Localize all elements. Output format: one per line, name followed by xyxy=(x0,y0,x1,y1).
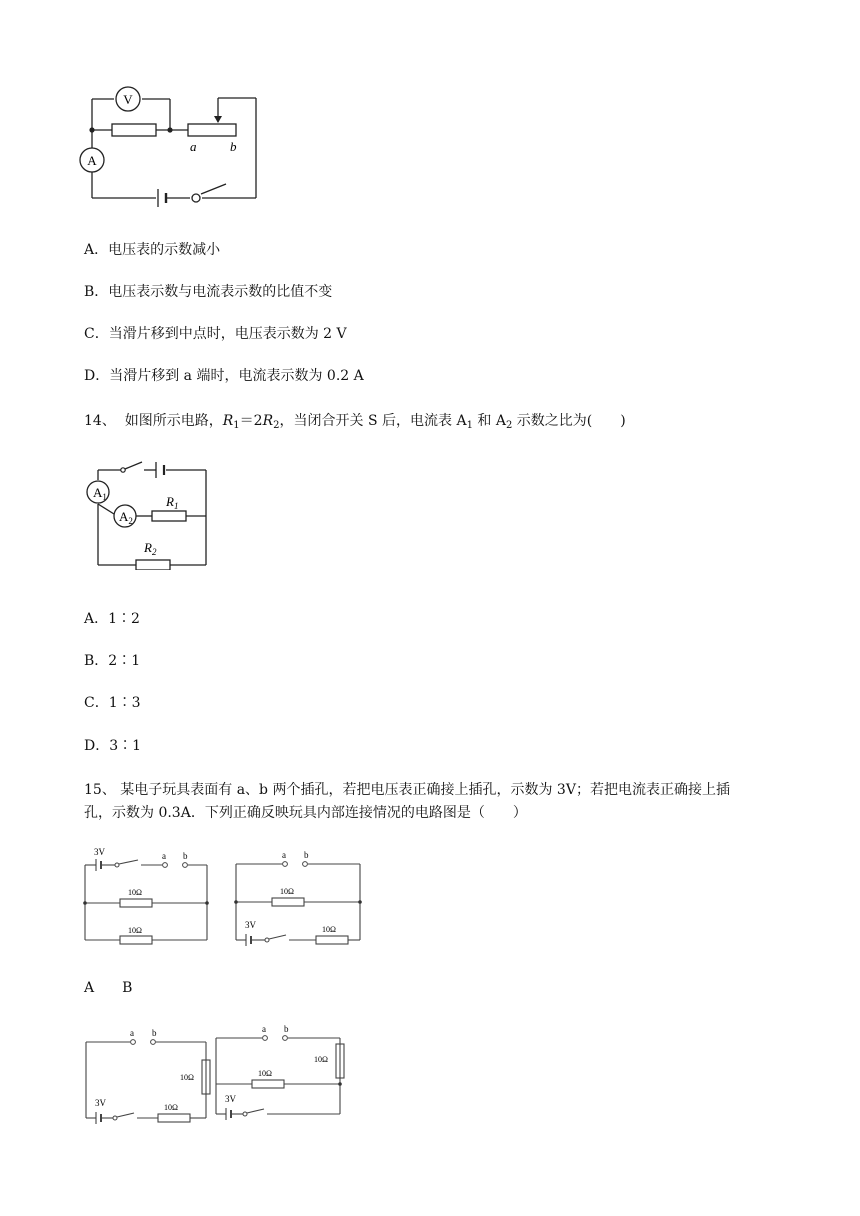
q14-a2-sub: 2 xyxy=(505,420,513,431)
q15d-r2: 10Ω xyxy=(258,1069,272,1078)
q15d-voltage: 3V xyxy=(225,1094,236,1104)
q15-circuit-a xyxy=(82,845,214,945)
q14-r1-label-sub: 1 xyxy=(173,501,179,511)
q14-r2-label-letter: R xyxy=(144,540,152,555)
q14-r2-sub: 2 xyxy=(273,420,280,431)
q14-stem-part4: 示数之比为( ) xyxy=(512,413,626,429)
q14-option-a: A．1∶2 xyxy=(84,611,140,627)
q15-stem-line2: 孔，示数为 0.3A．下列正确反映玩具内部连接情况的电路图是（ ） xyxy=(84,805,527,821)
q14-eq: ＝2 xyxy=(239,413,263,429)
q15a-b: b xyxy=(183,851,188,861)
q14-r2-label-sub: 2 xyxy=(151,547,157,557)
q15-stem-line1: 15、 某电子玩具表面有 a、b 两个插孔，若把电压表正确接上插孔，示数为 3V；若把电流表正确接上插 xyxy=(84,782,730,798)
q15d-a: a xyxy=(262,1024,266,1034)
q14-a1-sub: 1 xyxy=(466,420,473,431)
q15c-r1: 10Ω xyxy=(180,1073,194,1082)
q15c-a: a xyxy=(130,1028,134,1038)
q14-r1: R xyxy=(222,413,234,429)
q14-stem xyxy=(84,411,626,436)
q14-option-b: B．2∶1 xyxy=(84,653,141,669)
q15b-voltage: 3V xyxy=(245,920,256,930)
q15-label-row: A B xyxy=(84,980,133,996)
q15d-r1: 10Ω xyxy=(314,1055,328,1064)
q13-option-a: A．电压表的示数减小 xyxy=(84,242,221,258)
terminal-b-label: b xyxy=(230,139,237,154)
q14-stem-part1: 如图所示电路， xyxy=(124,413,223,429)
q14-a1-meter-sub: 1 xyxy=(102,492,107,502)
q15b-b: b xyxy=(304,850,309,860)
q15c-r2: 10Ω xyxy=(164,1103,178,1112)
q14-stem-part2: ，当闭合开关 S 后，电流表 A xyxy=(279,413,467,429)
ammeter-label: A xyxy=(87,153,97,168)
q14-r1-label xyxy=(165,494,178,511)
q14-circuit-diagram xyxy=(82,458,214,570)
q15a-r1: 10Ω xyxy=(128,888,142,897)
q15b-a: a xyxy=(282,850,286,860)
q13-option-c: C．当滑片移到中点时，电压表示数为 2 V xyxy=(84,326,347,342)
q14-stem-part3: 和 A xyxy=(472,413,506,429)
q14-option-c: C．1∶3 xyxy=(84,695,141,711)
q13-option-d: D．当滑片移到 a 端时，电流表示数为 0.2 A xyxy=(84,368,364,384)
q13-option-b: B．电压表示数与电流表示数的比值不变 xyxy=(84,284,333,300)
terminal-a-label: a xyxy=(190,139,197,154)
q14-r2: R xyxy=(262,413,274,429)
q13-circuit-diagram xyxy=(78,80,268,215)
q14-r1-label-letter: R xyxy=(166,494,174,509)
q14-r2-label xyxy=(143,540,157,557)
q15a-r2: 10Ω xyxy=(128,926,142,935)
q15b-r2: 10Ω xyxy=(322,925,336,934)
q14-number: 14、 xyxy=(84,413,116,429)
q14-a2-meter-sub: 2 xyxy=(128,516,133,526)
q15a-voltage: 3V xyxy=(94,847,105,857)
q15a-a: a xyxy=(162,851,166,861)
q14-r1-sub: 1 xyxy=(233,420,240,431)
q15c-b: b xyxy=(152,1028,157,1038)
q15-circuit-b xyxy=(232,848,366,946)
q15d-b: b xyxy=(284,1024,289,1034)
q15-circuit-c xyxy=(82,1024,216,1124)
q14-a1-meter-letter: A xyxy=(93,485,103,500)
q15-circuit-d xyxy=(212,1022,348,1122)
q14-a2-meter-letter: A xyxy=(119,509,129,524)
q14-option-d: D．3∶1 xyxy=(84,738,142,754)
q15c-voltage: 3V xyxy=(95,1098,106,1108)
voltmeter-label: V xyxy=(123,92,133,107)
q15b-r1: 10Ω xyxy=(280,887,294,896)
